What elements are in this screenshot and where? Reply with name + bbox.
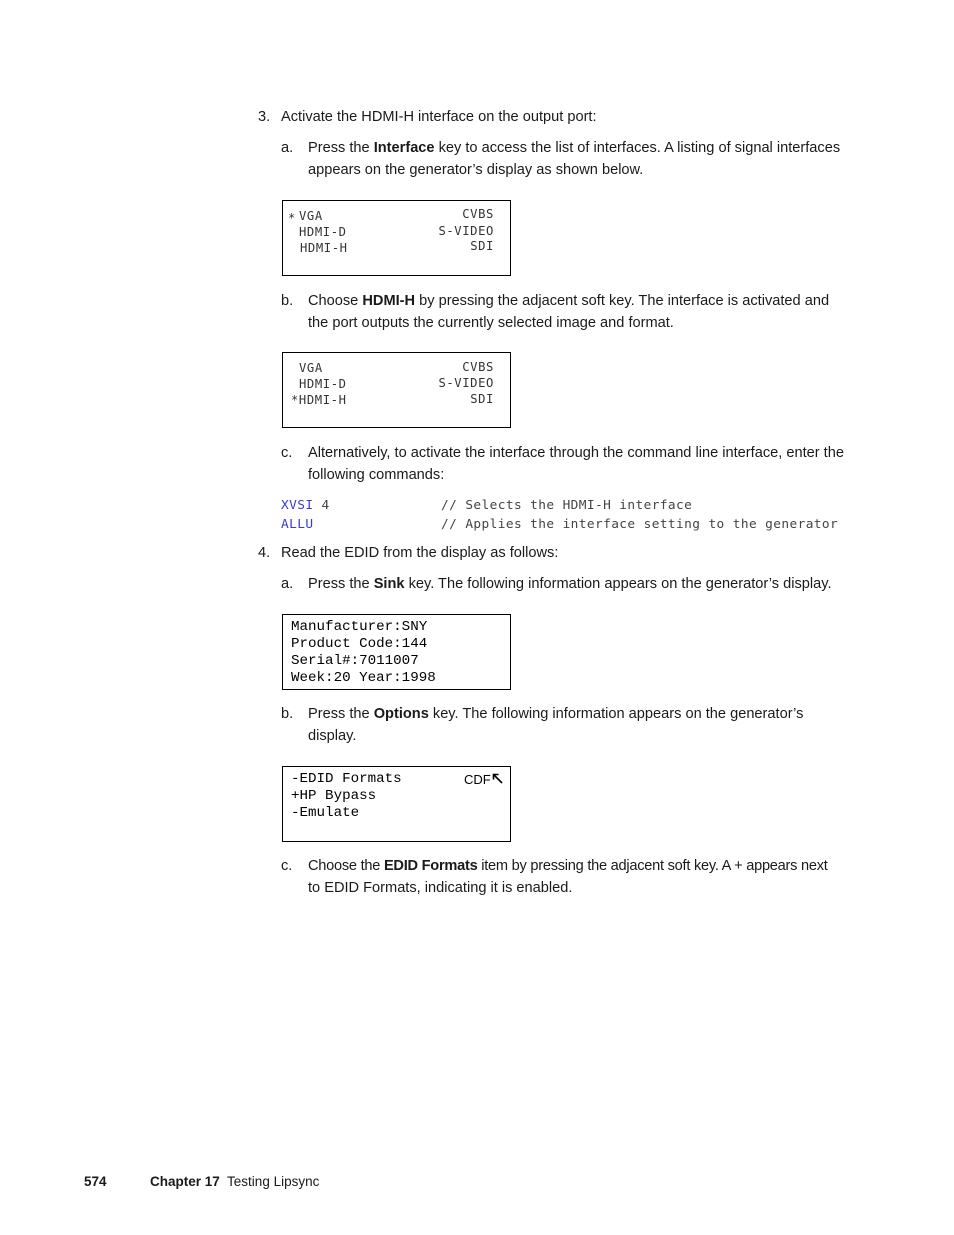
key-name: Options (373, 706, 429, 722)
command-comment-1: // Selects the HDMI-H interface (441, 498, 693, 513)
command-arg: 4 (313, 498, 330, 513)
step-4-text: Read the EDID from the display as follows: (281, 545, 559, 561)
display-line: Product Code:144 (291, 636, 428, 652)
display-line: -EDID Formats (291, 771, 402, 787)
key-name: Sink (373, 576, 405, 592)
generator-display-interfaces (282, 200, 511, 276)
substep-letter: c. (281, 858, 293, 874)
substep-4c-text: Choose the EDID Formats item by pressing the adjacent soft key. A + appears next to EDID Formats, indicating it is enabled. (308, 858, 828, 896)
command-comment-2: // Applies the interface setting to the generator (441, 517, 839, 532)
display-corner-label: CDF (464, 772, 491, 787)
display-item: CVBS (462, 360, 494, 374)
substep-3a-text: Press the Interface key to access the list of interfaces. A listing of signal interfaces appears on the generator’s display as shown below. (308, 140, 841, 178)
generator-display-interfaces-selected (282, 352, 511, 428)
substep-4b-text: Press the Options key. The following information appears on the generator’s display. (308, 706, 804, 744)
key-name: HDMI-H (362, 293, 416, 309)
command-line-2 (281, 517, 313, 532)
substep-4a-text: Press the Sink key. The following information appears on the generator’s display. (308, 576, 832, 592)
substep-letter: b. (281, 293, 294, 309)
display-item: HDMI-D (299, 225, 347, 239)
key-name: Interface (373, 140, 435, 156)
display-item: CVBS (462, 207, 494, 221)
display-item: VGA (299, 209, 323, 223)
generator-display-edid (282, 614, 511, 690)
display-item: S-VIDEO (438, 376, 494, 390)
arrow-up-left-icon (492, 773, 503, 784)
display-item: HDMI-D (299, 377, 347, 391)
display-item: S-VIDEO (438, 224, 494, 238)
command-line-1 (281, 498, 330, 513)
display-item: HDMI-H (300, 241, 348, 255)
substep-3c-text: Alternatively, to activate the interface through the command line interface, enter the following commands: (308, 445, 844, 483)
command: XVSI (281, 498, 314, 513)
display-line: Manufacturer:SNY (291, 619, 428, 635)
display-item: SDI (470, 392, 494, 406)
generator-display-options (282, 766, 511, 842)
step-3 (258, 106, 270, 128)
display-line: +HP Bypass (291, 788, 377, 804)
substep-letter: b. (281, 706, 294, 722)
substep-letter: a. (281, 576, 294, 592)
chapter-footer (150, 1174, 319, 1189)
substep-3b-text: Choose HDMI-H by pressing the adjacent soft key. The interface is activated and the port outputs the currently selected image and format. (308, 293, 830, 331)
command: ALLU (281, 517, 314, 532)
display-line: Serial#:7011007 (291, 653, 419, 669)
step-3-text: Activate the HDMI-H interface on the output port: (281, 109, 597, 125)
chapter-title: Testing Lipsync (227, 1174, 320, 1189)
display-line: Week:20 Year:1998 (291, 670, 436, 686)
display-line: -Emulate (291, 805, 360, 821)
chapter-label: Chapter 17 (150, 1174, 220, 1189)
step-number: 4. (258, 545, 271, 561)
substep-letter: c. (281, 445, 293, 461)
selection-marker: * (288, 211, 296, 225)
display-item: SDI (470, 239, 494, 253)
display-item: VGA (299, 361, 323, 375)
display-item: *HDMI-H (291, 393, 347, 407)
item-name: EDID Formats (383, 858, 478, 874)
page-number: 574 (84, 1174, 107, 1189)
substep-letter: a. (281, 140, 294, 156)
step-number: 3. (258, 109, 271, 125)
